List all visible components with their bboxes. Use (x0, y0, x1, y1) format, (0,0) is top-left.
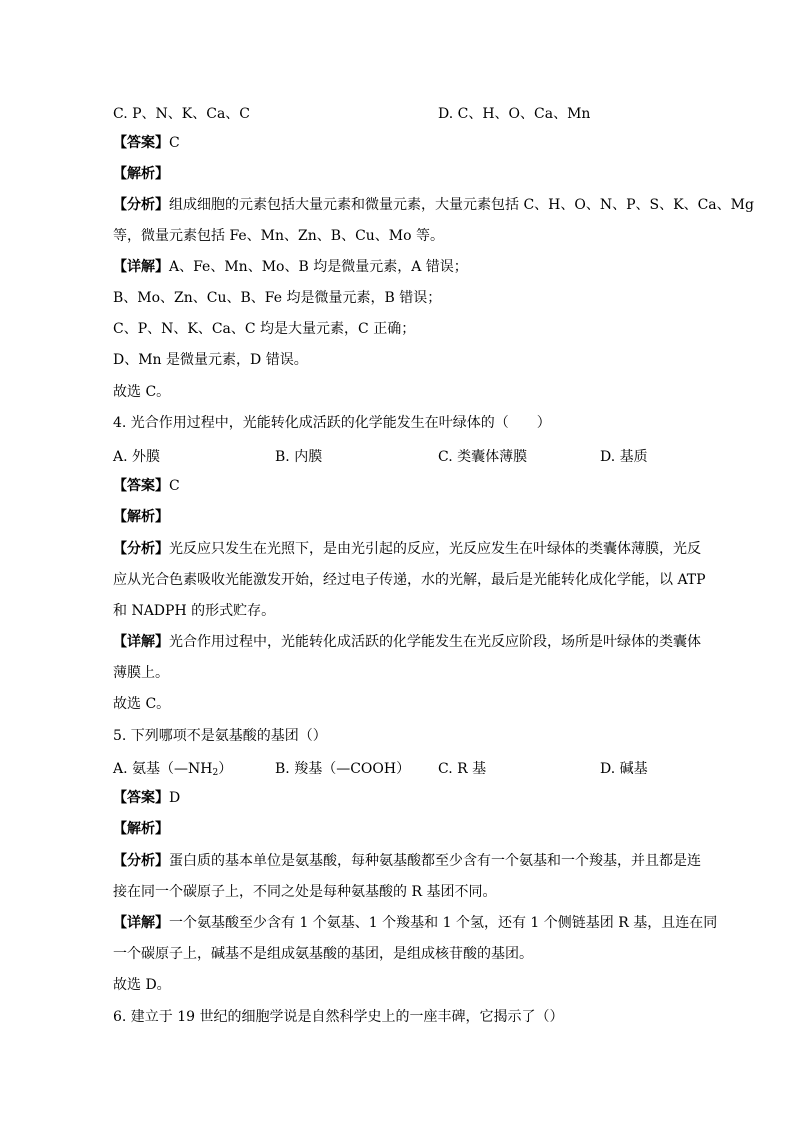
q5-option-a (113, 758, 232, 778)
q5-answer (113, 788, 180, 808)
q3-fenxi-line1 (113, 195, 754, 215)
q5-option-c: C. R 基 (438, 761, 487, 777)
q3-fenxi-line2: 等，微量元素包括 Fe、Mn、Zn、B、Cu、Mo 等。 (113, 228, 445, 244)
q5-stem: 5. 下列哪项不是氨基酸的基团（） (113, 728, 327, 744)
option-a-close: ） (218, 761, 233, 777)
q4-fenxi-line3: 和 NADPH 的形式贮存。 (113, 603, 276, 619)
q4-stem: 4. 光合作用过程中，光能转化成活跃的化学能发生在叶绿体的（ ） (113, 415, 551, 431)
q5-xiangjie-line2: 一个碳原子上，碱基不是组成氨基酸的基团，是组成核苷酸的基团。 (113, 946, 533, 962)
fenxi-tag: 【分析】 (113, 853, 169, 869)
q6-stem: 6. 建立于 19 世纪的细胞学说是自然科学史上的一座丰碑，它揭示了（） (113, 1009, 564, 1025)
q3-conclusion: 故选 C。 (113, 384, 171, 400)
q5-fenxi-line1 (113, 851, 701, 871)
answer-value: C (169, 478, 180, 494)
q3-option-d: D. C、H、O、Ca、Mn (438, 106, 591, 122)
q4-option-b: B. 内膜 (275, 449, 323, 465)
fenxi-tag: 【分析】 (113, 197, 169, 213)
answer-value: C (169, 135, 180, 151)
xiangjie-text: A、Fe、Mn、Mo、B 均是微量元素，A 错误； (169, 259, 468, 275)
answer-tag: 【答案】 (113, 478, 169, 494)
q5-fenxi-line2: 接在同一个碳原子上，不同之处是每种氨基酸的 R 基团不同。 (113, 884, 497, 900)
q5-option-d: D. 碱基 (600, 761, 648, 777)
q4-fenxi-line1 (113, 539, 701, 559)
q4-xiangjie-line1 (113, 632, 701, 652)
q3-analysis-tag: 【解析】 (113, 166, 169, 182)
q4-option-c: C. 类囊体薄膜 (438, 449, 528, 465)
q3-xiangjie-line1 (113, 257, 468, 277)
q4-fenxi-line2: 应从光合色素吸收光能激发开始，经过电子传递，水的光解，最后是光能转化成化学能，以 ATP (113, 572, 706, 588)
answer-tag: 【答案】 (113, 790, 169, 806)
q4-xiangjie-line2: 薄膜上。 (113, 665, 169, 681)
q4-option-d: D. 基质 (600, 449, 648, 465)
xiangjie-tag: 【详解】 (113, 915, 169, 931)
fenxi-text: 组成细胞的元素包括大量元素和微量元素，大量元素包括 C、H、O、N、P、S、K、Ca、Mg (169, 197, 754, 213)
option-a-subscript: 2 (212, 768, 219, 778)
q5-xiangjie-line1 (113, 913, 717, 933)
xiangjie-text: 光合作用过程中，光能转化成活跃的化学能发生在光反应阶段，场所是叶绿体的类囊体 (169, 634, 701, 650)
q3-option-c: C. P、N、K、Ca、C (113, 106, 251, 122)
xiangjie-tag: 【详解】 (113, 259, 169, 275)
q4-analysis-tag: 【解析】 (113, 509, 169, 525)
answer-tag: 【答案】 (113, 135, 169, 151)
q3-line-d: D、Mn 是微量元素，D 错误。 (113, 352, 308, 368)
q3-answer (113, 133, 180, 153)
xiangjie-text: 一个氨基酸至少含有 1 个氨基、1 个羧基和 1 个氢，还有 1 个侧链基团 R 基，且连在同 (169, 915, 718, 931)
option-a-text: A. 氨基（—NH (113, 761, 213, 777)
q4-answer (113, 476, 180, 496)
fenxi-text: 蛋白质的基本单位是氨基酸，每种氨基酸都至少含有一个氨基和一个羧基，并且都是连 (169, 853, 701, 869)
q3-line-b: B、Mo、Zn、Cu、B、Fe 均是微量元素，B 错误； (113, 290, 442, 306)
q4-conclusion: 故选 C。 (113, 696, 171, 712)
q5-analysis-tag: 【解析】 (113, 821, 169, 837)
fenxi-tag: 【分析】 (113, 541, 169, 557)
q5-option-b: B. 羧基（—COOH） (275, 761, 411, 777)
q3-line-c: C、P、N、K、Ca、C 均是大量元素，C 正确； (113, 321, 416, 337)
q4-option-a: A. 外膜 (113, 449, 161, 465)
answer-value: D (169, 790, 181, 806)
fenxi-text: 光反应只发生在光照下，是由光引起的反应，光反应发生在叶绿体的类囊体薄膜，光反 (169, 541, 701, 557)
q5-conclusion: 故选 D。 (113, 977, 171, 993)
xiangjie-tag: 【详解】 (113, 634, 169, 650)
